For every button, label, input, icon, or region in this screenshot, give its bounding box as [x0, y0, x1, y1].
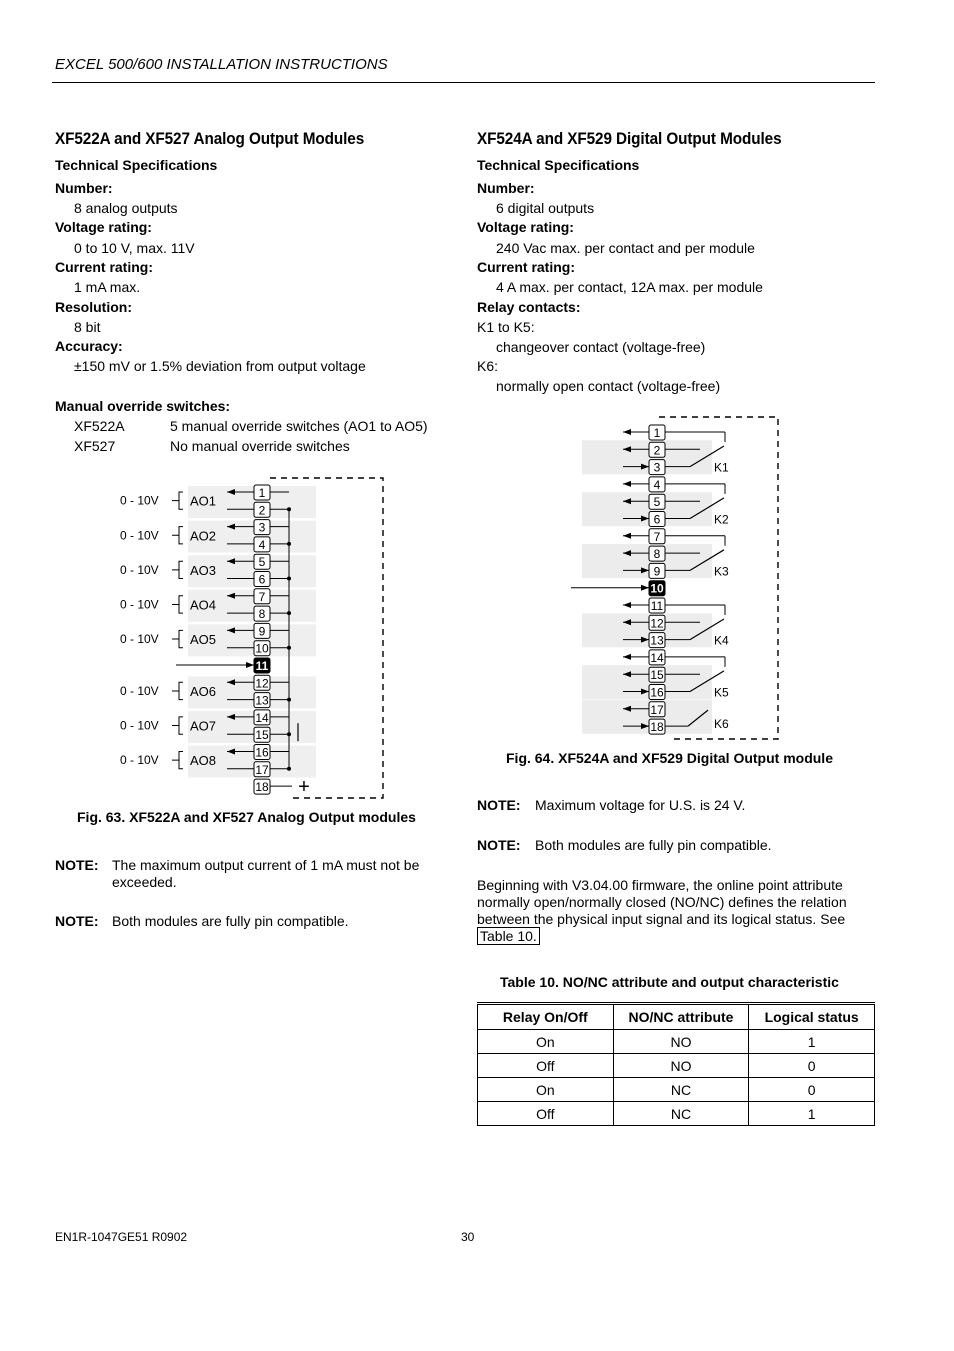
right-spec-value: 240 Vac max. per contact and per module [496, 240, 755, 256]
terminal-number: 13 [255, 693, 269, 708]
terminal-number: 9 [653, 564, 661, 579]
bus-node [287, 577, 291, 581]
terminal-number: 7 [258, 589, 266, 604]
table-cell: 1 [749, 1102, 875, 1126]
table-cell: NO [613, 1030, 749, 1054]
terminal-number: 17 [650, 702, 664, 717]
terminal-number: 1 [653, 426, 661, 440]
right-section-title: XF524A and XF529 Digital Output Modules [477, 129, 782, 148]
relay-band [582, 440, 712, 474]
terminal-number: 17 [255, 762, 269, 777]
left-spec-label: Current rating: [55, 259, 153, 275]
left-spec-value: 1 mA max. [74, 279, 141, 295]
right-note-text: Maximum voltage for U.S. is 24 V. [535, 797, 746, 813]
table-header-cell: Logical status [749, 1004, 875, 1030]
voltage-label: 0 - 10V [120, 597, 159, 612]
bus-node [287, 767, 291, 771]
table-header-row [478, 1004, 875, 1030]
relay-label: K6 [714, 717, 729, 732]
relay-band [582, 544, 712, 578]
arrow-head [623, 533, 631, 539]
override-model: XF527 [74, 438, 116, 454]
relay-k1k5-label: K1 to K5: [477, 319, 535, 335]
terminal-number: 14 [255, 710, 269, 725]
arrow-head [623, 429, 631, 435]
bus-node [287, 698, 291, 702]
terminal-number: 8 [653, 547, 661, 562]
footer-doc-id: EN1R-1047GE51 R0902 [55, 1230, 188, 1244]
table10-caption: Table 10. NO/NC attribute and output characteristic [500, 974, 839, 990]
left-spec-label: Voltage rating: [55, 219, 152, 235]
arrow-head [623, 481, 631, 487]
output-bracket [172, 527, 183, 544]
terminal-number: 2 [653, 443, 661, 458]
output-label: AO4 [190, 597, 217, 613]
right-note-label: NOTE: [477, 797, 521, 813]
table10-link[interactable]: Table 10. [477, 927, 540, 945]
relay-label: K4 [714, 633, 729, 648]
terminal-number: 8 [258, 607, 266, 622]
manual-override-heading: Manual override switches: [55, 398, 231, 414]
terminal-number: 10 [650, 581, 664, 596]
terminal-number: 14 [650, 650, 664, 665]
ao-diagram-group [120, 478, 383, 798]
right-spec-label: Number: [477, 180, 535, 196]
output-bracket [172, 596, 183, 613]
terminal-number: 11 [255, 659, 269, 673]
nonc-paragraph-line: Beginning with V3.04.00 firmware, the online point attribute [477, 877, 843, 893]
left-note-label: NOTE: [55, 857, 99, 873]
table-header-cell: NO/NC attribute [613, 1004, 749, 1030]
terminal-number: 3 [258, 520, 266, 535]
terminal-number: 7 [653, 529, 661, 544]
output-label: AO1 [190, 493, 217, 509]
table-cell: 0 [749, 1054, 875, 1078]
nonc-paragraph [477, 877, 877, 945]
output-bracket [172, 492, 183, 509]
voltage-label: 0 - 10V [120, 683, 159, 698]
terminal-number: 2 [258, 503, 266, 518]
bus-node [287, 507, 291, 511]
relay-k1k5-value: changeover contact (voltage-free) [496, 339, 706, 355]
nonc-paragraph-line: normally open/normally closed (NO/NC) defines the relation [477, 894, 847, 910]
fig63-caption: Fig. 63. XF522A and XF527 Analog Output modules [77, 809, 416, 825]
relay-label: K5 [714, 685, 729, 700]
left-section-title: XF522A and XF527 Analog Output Modules [55, 129, 365, 148]
relay-band [582, 492, 712, 526]
terminal-number: 16 [255, 745, 269, 760]
terminal-number: 15 [255, 728, 269, 743]
terminal-number: 3 [653, 460, 661, 475]
arrow-head [623, 602, 631, 608]
left-spec-label: Number: [55, 180, 113, 196]
nonc-paragraph-line: between the physical input signal and its logical status. See [477, 911, 846, 927]
output-bracket [172, 630, 183, 647]
arrow-head [623, 654, 631, 660]
footer-page-number: 30 [461, 1230, 475, 1244]
plus-sign: + [298, 776, 310, 799]
terminal-number: 13 [650, 633, 664, 648]
table-row [478, 1030, 875, 1054]
table-cell: Off [478, 1054, 614, 1078]
output-bracket [172, 561, 183, 578]
table-row [478, 1054, 875, 1078]
bus-node [287, 542, 291, 546]
table-cell: On [478, 1078, 614, 1102]
output-bracket [172, 752, 183, 769]
relay-k6-label: K6: [477, 358, 499, 374]
relay-k6-value: normally open contact (voltage-free) [496, 378, 721, 394]
table-cell: Off [478, 1102, 614, 1126]
terminal-number: 12 [650, 616, 664, 631]
terminal-number: 1 [258, 486, 266, 500]
bus-node [287, 611, 291, 615]
terminal-number: 10 [255, 641, 269, 656]
right-note-label: NOTE: [477, 837, 521, 853]
output-bracket [172, 682, 183, 699]
terminal-number: 4 [653, 477, 661, 492]
table-cell: On [478, 1030, 614, 1054]
right-spec-label: Current rating: [477, 259, 575, 275]
left-spec-value: ±150 mV or 1.5% deviation from output voltage [74, 358, 366, 374]
right-tech-specs-heading: Technical Specifications [477, 157, 640, 173]
arrow-head [246, 662, 254, 668]
right-spec-value: 4 A max. per contact, 12A max. per module [496, 279, 763, 295]
relay-label: K2 [714, 512, 729, 527]
voltage-label: 0 - 10V [120, 753, 159, 768]
override-desc: 5 manual override switches (AO1 to AO5) [170, 418, 428, 434]
output-label: AO2 [190, 528, 217, 544]
left-note-text: The maximum output current of 1 mA must not be exceeded. [112, 857, 420, 890]
override-model: XF522A [74, 418, 125, 434]
voltage-label: 0 - 10V [120, 528, 159, 543]
override-desc: No manual override switches [170, 438, 350, 454]
nonc-table [477, 1002, 875, 1126]
terminal-number: 16 [650, 685, 664, 700]
voltage-label: 0 - 10V [120, 493, 159, 508]
left-spec-value: 8 analog outputs [74, 200, 178, 216]
table-cell: 0 [749, 1078, 875, 1102]
output-label: AO5 [190, 632, 217, 648]
output-label: AO7 [190, 718, 217, 734]
output-label: AO6 [190, 683, 217, 699]
terminal-number: 12 [255, 676, 269, 691]
output-bracket [172, 717, 183, 734]
right-spec-value: 6 digital outputs [496, 200, 595, 216]
table-cell: 1 [749, 1030, 875, 1054]
terminal-number: 11 [650, 599, 664, 613]
output-label: AO3 [190, 562, 217, 578]
right-note-text: Both modules are fully pin compatible. [535, 837, 772, 853]
relay-band [582, 700, 712, 734]
table-cell: NC [613, 1078, 749, 1102]
voltage-label: 0 - 10V [120, 718, 159, 733]
voltage-label: 0 - 10V [120, 632, 159, 647]
table-cell: NC [613, 1102, 749, 1126]
bus-node [287, 732, 291, 736]
table-row [478, 1078, 875, 1102]
table-cell: NO [613, 1054, 749, 1078]
fig64-caption: Fig. 64. XF524A and XF529 Digital Output module [506, 750, 833, 766]
terminal-number: 6 [258, 572, 266, 587]
terminal-number: 6 [653, 512, 661, 527]
table-row [478, 1102, 875, 1126]
terminal-number: 15 [650, 668, 664, 683]
relay-label: K3 [714, 564, 729, 579]
left-spec-label: Resolution: [55, 299, 132, 315]
terminal-number: 5 [653, 495, 661, 510]
relay-band [582, 665, 712, 699]
relay-label: K1 [714, 460, 729, 475]
left-note-label: NOTE: [55, 913, 99, 929]
table-header-cell: Relay On/Off [478, 1004, 614, 1030]
do-diagram-group [571, 417, 778, 739]
output-label: AO8 [190, 753, 217, 769]
left-note-text: Both modules are fully pin compatible. [112, 913, 349, 929]
terminal-number: 9 [258, 624, 266, 639]
left-spec-value: 8 bit [74, 319, 101, 335]
terminal-number: 4 [258, 537, 266, 552]
relay-band [582, 613, 712, 647]
left-spec-label: Accuracy: [55, 338, 123, 354]
page-header-title: EXCEL 500/600 INSTALLATION INSTRUCTIONS [55, 56, 388, 73]
relay-contacts-heading: Relay contacts: [477, 299, 581, 315]
left-spec-value: 0 to 10 V, max. 11V [74, 240, 195, 256]
terminal-number: 18 [650, 720, 664, 735]
voltage-label: 0 - 10V [120, 562, 159, 577]
right-spec-label: Voltage rating: [477, 219, 574, 235]
bus-node [287, 646, 291, 650]
left-tech-specs-heading: Technical Specifications [55, 157, 218, 173]
terminal-number: 18 [255, 780, 269, 795]
terminal-number: 5 [258, 555, 266, 570]
arrow-head [641, 585, 649, 591]
